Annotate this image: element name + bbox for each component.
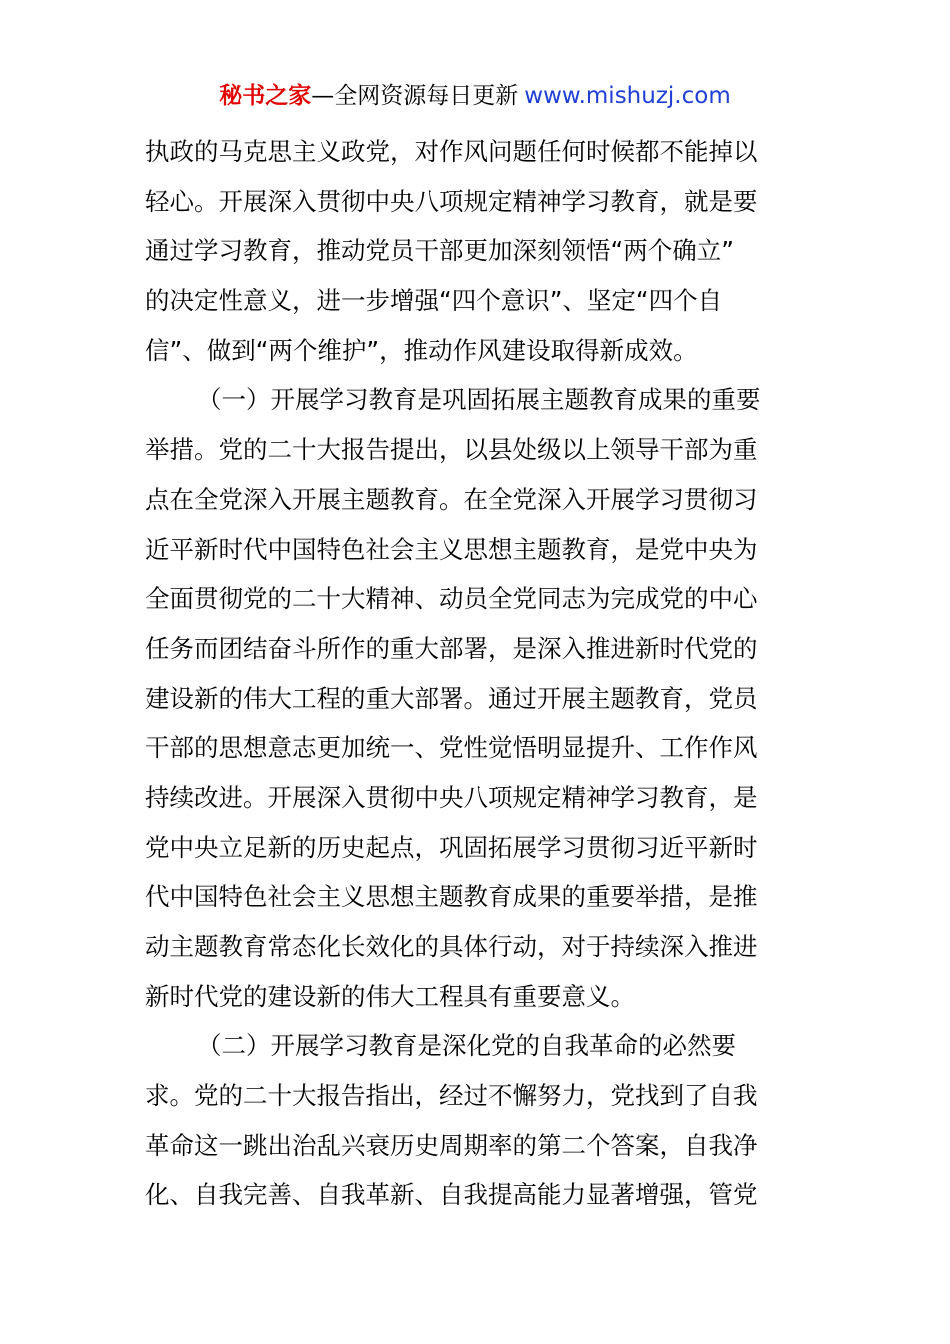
text-line: 持续改进。开展深入贯彻中央八项规定精神学习教育，是 [145,782,758,812]
section-heading-line: （一）开展学习教育是巩固拓展主题教育成果的重要 [197,385,761,415]
text-line: 革命这一跳出治乱兴衰历史周期率的第二个答案，自我净 [145,1130,758,1160]
site-url: www.mishuzj.com [524,83,731,109]
text-line: 通过学习教育，推动党员干部更加深刻领悟“两个确立” [145,236,734,266]
section-heading-line: （二）开展学习教育是深化党的自我革命的必然要 [197,1031,736,1061]
text-line: 干部的思想意志更加统一、党性觉悟明显提升、工作作风 [145,733,758,763]
site-slogan: —全网资源每日更新 [311,83,519,109]
text-line: 举措。党的二十大报告提出，以县处级以上领导干部为重 [145,435,758,465]
text-line: 信”、做到“两个维护”，推动作风建设取得新成效。 [145,335,698,365]
text-line: 点在全党深入开展主题教育。在全党深入开展学习贯彻习 [145,484,758,514]
text-line: 党中央立足新的历史起点，巩固拓展学习贯彻习近平新时 [145,832,758,862]
text-line: 建设新的伟大工程的重大部署。通过开展主题教育，党员 [145,683,758,713]
text-line: 全面贯彻党的二十大精神、动员全党同志为完成党的中心 [145,584,758,614]
text-line: 执政的马克思主义政党，对作风问题任何时候都不能掉以 [145,137,758,166]
document-body [145,127,810,1220]
text-line: 代中国特色社会主义思想主题教育成果的重要举措，是推 [145,882,758,912]
text-line: 新时代党的建设新的伟大工程具有重要意义。 [145,981,635,1011]
text-line: 求。党的二十大报告指出，经过不懈努力，党找到了自我 [145,1081,758,1111]
text-line: 动主题教育常态化长效化的具体行动，对于持续深入推进 [145,932,758,961]
text-line: 的决定性意义，进一步增强“四个意识”、坚定“四个自 [145,286,723,316]
text-line: 化、自我完善、自我革新、自我提高能力显著增强，管党 [145,1180,758,1210]
text-line: 轻心。开展深入贯彻中央八项规定精神学习教育，就是要 [145,186,758,216]
text-line: 近平新时代中国特色社会主义思想主题教育，是党中央为 [145,534,758,564]
text-line: 任务而团结奋斗所作的重大部署，是深入推进新时代党的 [145,633,758,663]
site-brand: 秘书之家 [219,83,312,109]
site-header [0,80,950,112]
